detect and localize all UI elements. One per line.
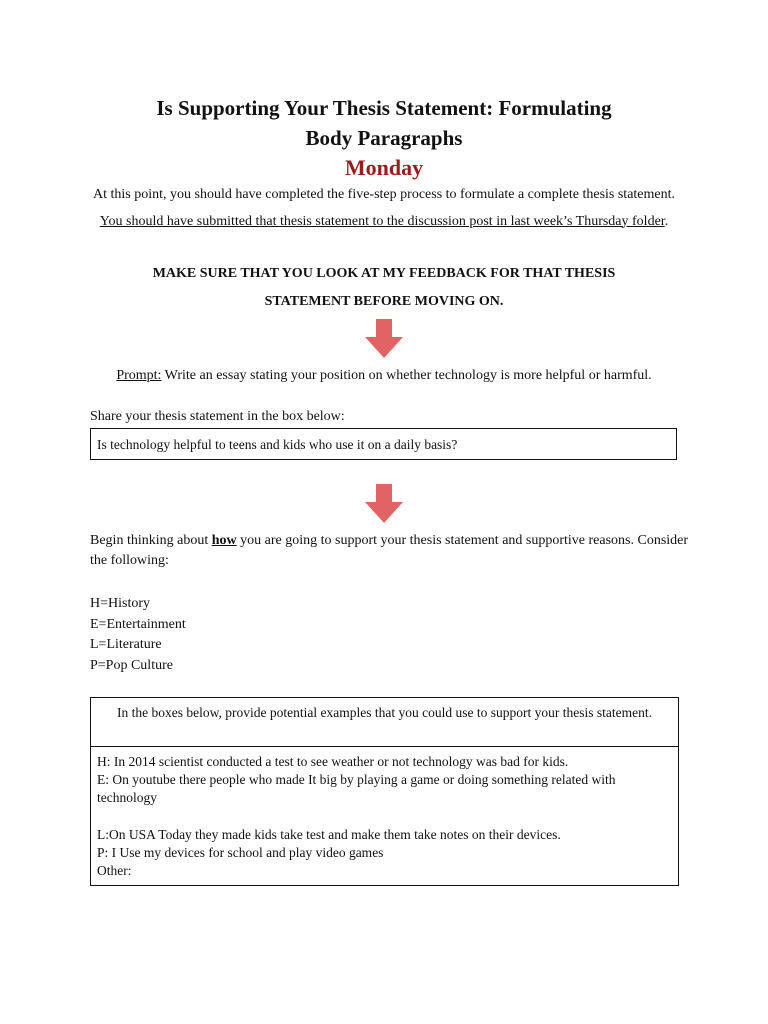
begin-paragraph <box>90 531 690 571</box>
begin-text-2: you are going to support your thesis statement and supportive reasons. Consider the following: <box>90 533 689 568</box>
day-label: Monday <box>344 155 424 180</box>
example-other: Other: <box>97 863 132 879</box>
intro-text-3: . <box>664 213 669 229</box>
list-item: E=Entertainment <box>90 616 186 632</box>
title-line-1: Is Supporting Your Thesis Statement: Formulating <box>156 96 612 120</box>
intro-text-1: At this point, you should have completed the five-step process to formulate a complete thesis statement. <box>92 187 676 202</box>
thesis-box <box>90 428 677 460</box>
title-line-2: Body Paragraphs <box>305 126 463 150</box>
example-history: H: In 2014 scientist conducted a test to see weather or not technology was bad for kids. <box>97 754 569 769</box>
list-item: L=Literature <box>90 637 162 652</box>
example-pop-culture: P: I Use my devices for school and play video games <box>97 844 384 860</box>
down-arrow-icon <box>363 317 405 359</box>
warning-line-1: MAKE SURE THAT YOU LOOK AT MY FEEDBACK FOR THAT THESIS <box>152 266 616 281</box>
prompt-label: Prompt: <box>116 368 162 383</box>
examples-header: In the boxes below, provide potential examples that you could use to support your thesis statement. <box>91 698 678 747</box>
intro-paragraph <box>90 182 678 235</box>
down-arrow-icon <box>363 482 405 524</box>
prompt-line <box>90 366 678 386</box>
day-heading <box>0 153 768 183</box>
category-list <box>90 594 186 676</box>
intro-text-underlined: You should have submitted that thesis statement to the discussion post in last week’s Thursday folder <box>99 213 665 229</box>
example-literature: L:On USA Today they made kids take test and make them take notes on their devices. <box>97 826 561 842</box>
example-entertainment: E: On youtube there people who made It big by playing a game or doing something related with technology <box>97 772 616 806</box>
how-emphasis: how <box>211 533 237 548</box>
share-instruction: Share your thesis statement in the box below: <box>90 409 345 424</box>
list-item: P=Pop Culture <box>90 657 173 673</box>
thesis-text: Is technology helpful to teens and kids who use it on a daily basis? <box>97 437 458 452</box>
examples-table <box>90 697 679 886</box>
prompt-text: Write an essay stating your position on whether technology is more helpful or harmful. <box>161 368 652 383</box>
feedback-warning <box>90 260 678 316</box>
examples-body <box>91 747 678 880</box>
list-item: H=History <box>90 596 151 611</box>
page-title <box>90 93 678 153</box>
warning-line-2: STATEMENT BEFORE MOVING ON. <box>264 294 504 309</box>
spacer <box>97 808 672 826</box>
begin-text-1: Begin thinking about <box>90 533 212 548</box>
